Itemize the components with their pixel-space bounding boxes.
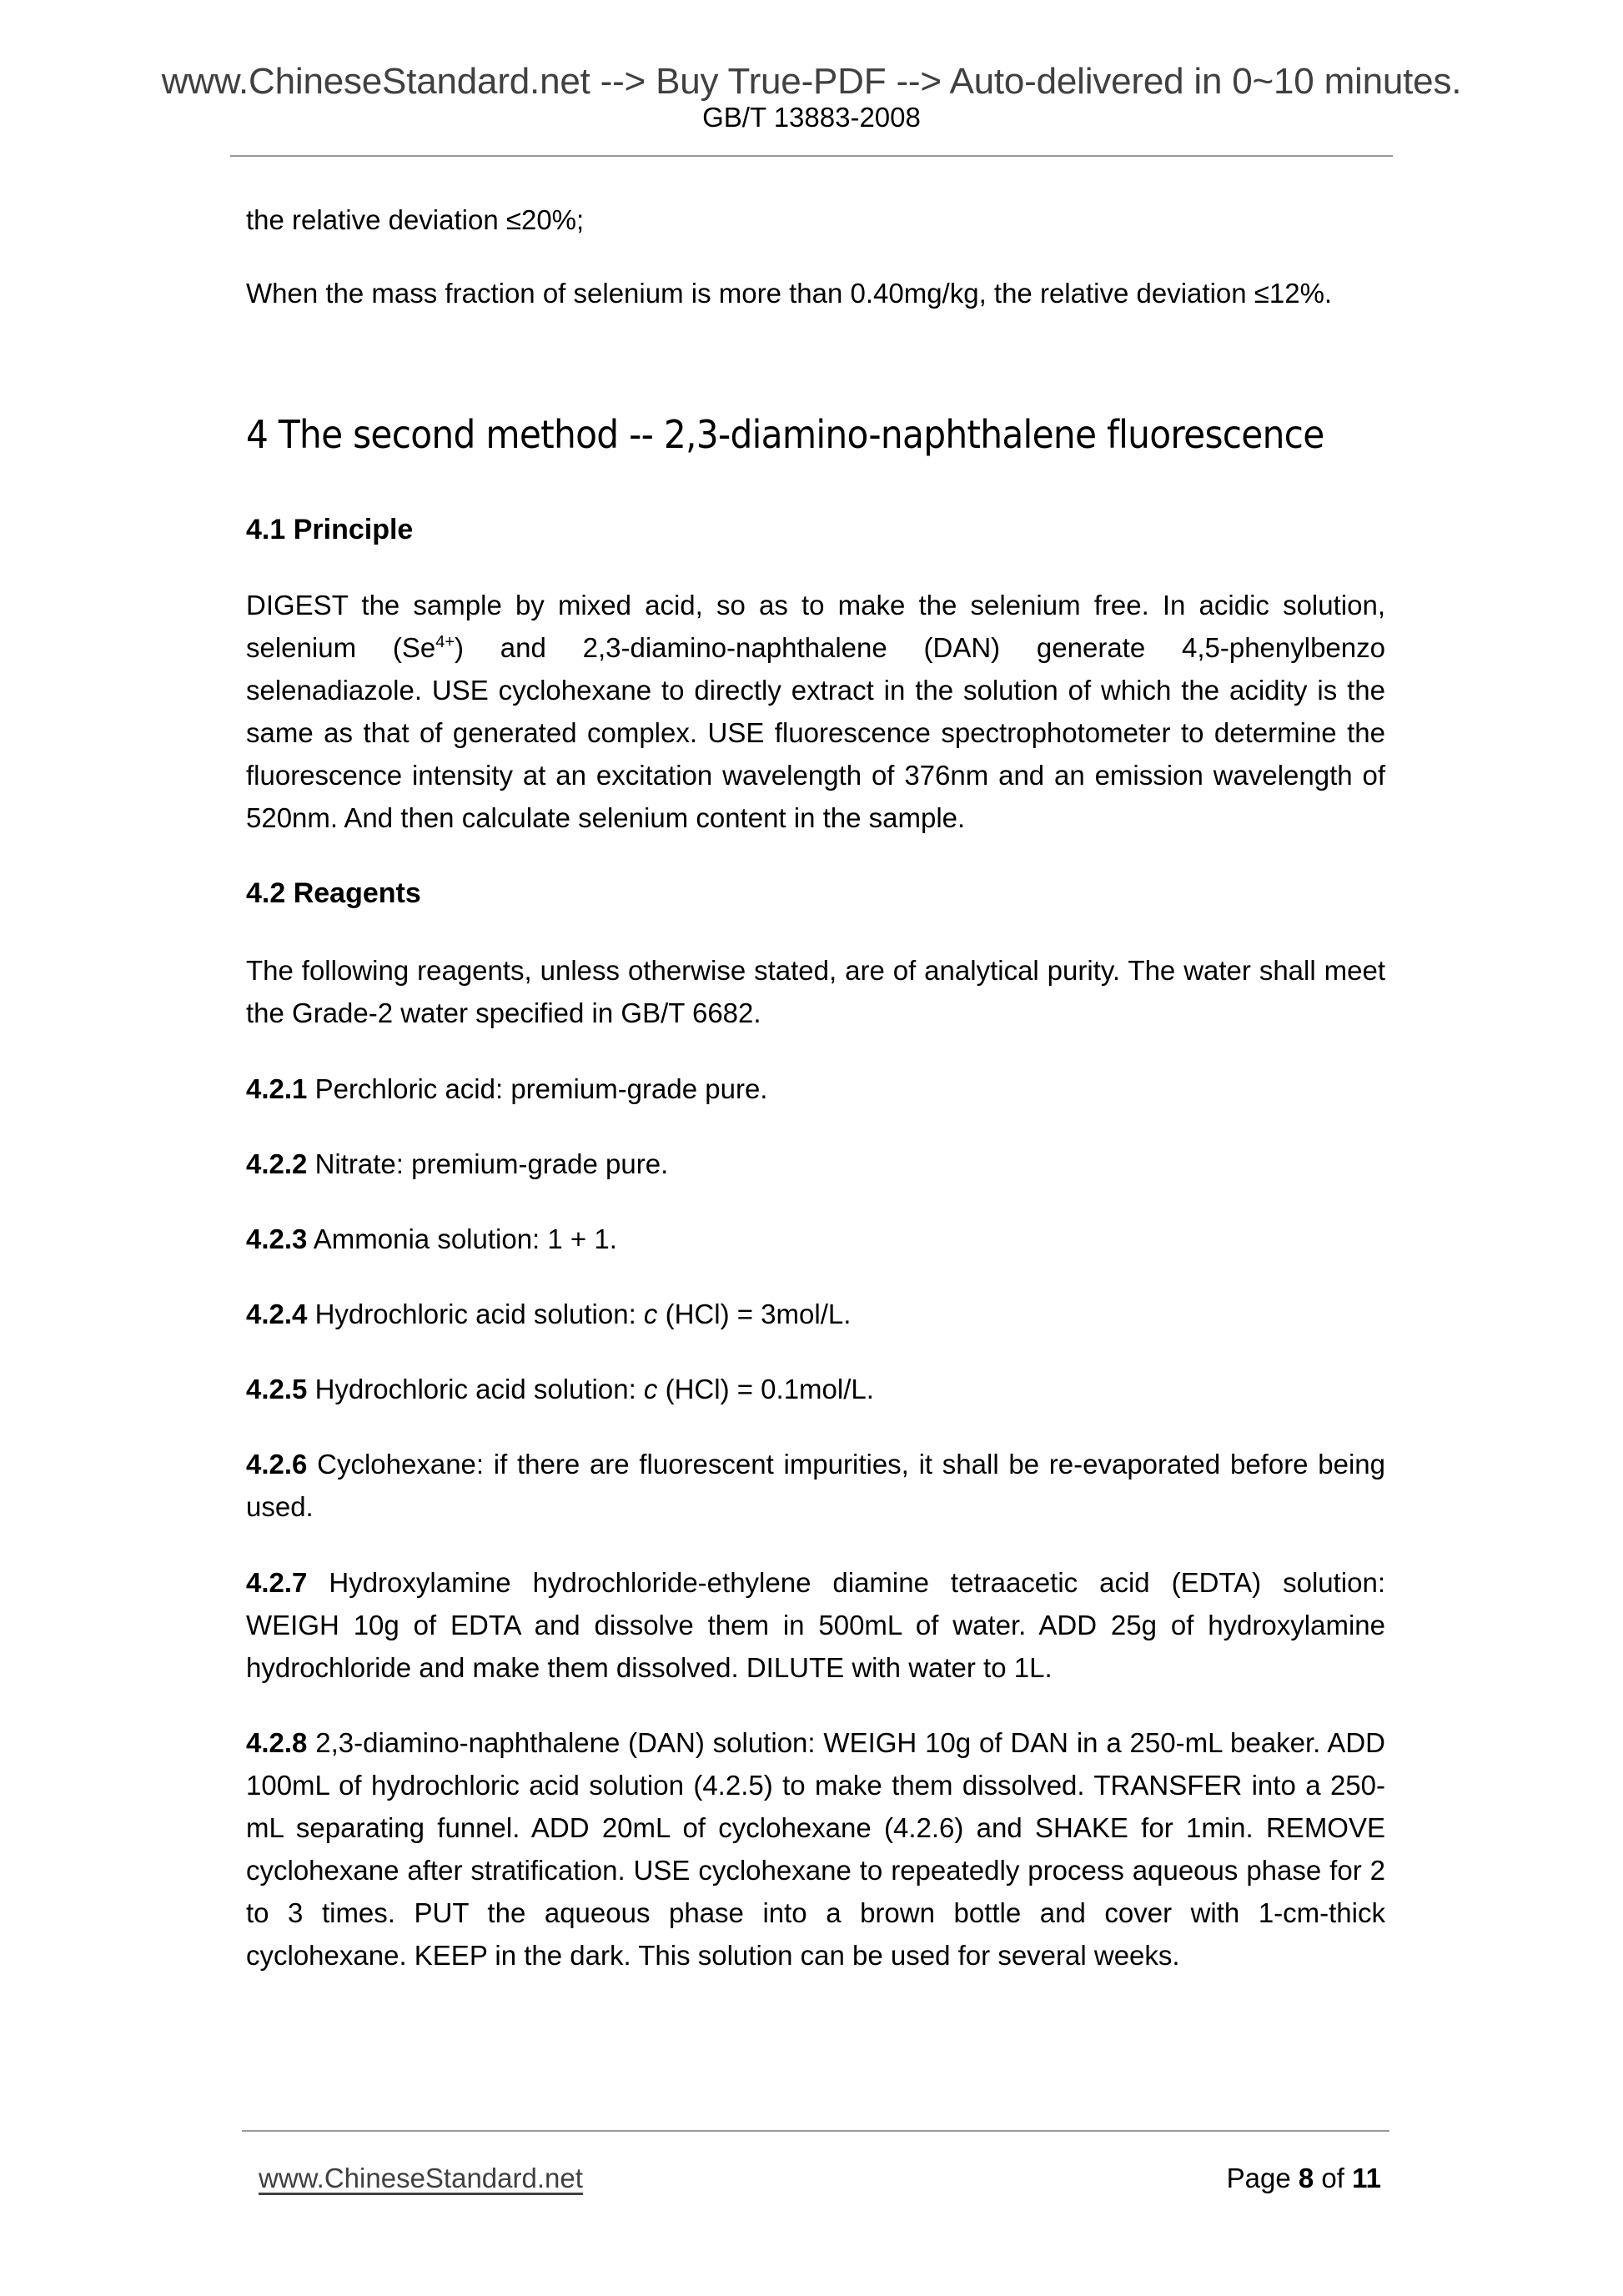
reagent-number: 4.2.1 [246, 1073, 308, 1104]
reagent-number: 4.2.3 [246, 1223, 308, 1254]
footer-website-link[interactable]: www.ChineseStandard.net [259, 2163, 583, 2193]
reagent-item [246, 1293, 1385, 1335]
reagent-text-post: (HCl) = 3mol/L. [657, 1299, 852, 1329]
reagent-number: 4.2.4 [246, 1299, 308, 1329]
reagent-text-pre: Hydrochloric acid solution: [314, 1299, 644, 1329]
reagent-text-pre: Hydrochloric acid solution: [314, 1374, 644, 1404]
section-4-1-heading: 4.1 Principle [246, 514, 414, 545]
principle-text-a: DIGEST the sample by mixed acid, so as to make the selenium free. In acidic solution, selenium (Se [246, 590, 1385, 663]
page-indicator [1227, 2163, 1381, 2194]
deviation-paragraph: When the mass fraction of selenium is more than 0.40mg/kg, the relative deviation ≤12%. [246, 278, 1333, 309]
reagent-text: Nitrate: premium-grade pure. [314, 1148, 669, 1179]
standard-number: GB/T 13883-2008 [702, 102, 921, 133]
reagent-text: Perchloric acid: premium-grade pure. [314, 1073, 768, 1104]
reagent-item [246, 1721, 1385, 1977]
reagent-number: 4.2.6 [246, 1449, 308, 1480]
reagent-number: 4.2.7 [246, 1567, 308, 1598]
principle-paragraph [246, 584, 1385, 839]
footer-divider [242, 2130, 1389, 2132]
page-of: of [1321, 2163, 1344, 2193]
page-total: 11 [1352, 2163, 1381, 2193]
reagent-number: 4.2.8 [246, 1727, 308, 1758]
reagent-item [246, 1368, 1385, 1410]
reagent-text-post: (HCl) = 0.1mol/L. [657, 1374, 874, 1404]
principle-text-b: ) and 2,3-diamino-naphthalene (DAN) generate 4,5-phenylbenzo selenadiazole. USE cyclohexane to directly extract in the solution of which the acidity is the same as that of generated complex. USE fluorescence spectrophotometer to determine the fluorescence intensity at an excitation wavelength of 376nm and an emission wavelength of 520nm. And then calculate selenium content in the sample. [246, 632, 1385, 833]
reagent-text: Hydroxylamine hydrochloride-ethylene diamine tetraacetic acid (EDTA) solution: WEIGH 10g of EDTA and dissolve them in 500mL of water. ADD 25g of hydroxylamine hydrochloride and make them dissolved. DILUTE with water to 1L. [246, 1567, 1385, 1683]
reagent-text: Cyclohexane: if there are fluorescent impurities, it shall be re-evaporated before being used. [246, 1449, 1385, 1522]
reagent-number: 4.2.5 [246, 1374, 308, 1404]
continued-text: the relative deviation ≤20%; [246, 204, 585, 235]
reagent-item [246, 1443, 1385, 1528]
concentration-symbol: c [643, 1299, 658, 1329]
header-banner: www.ChineseStandard.net --> Buy True-PDF --> Auto-delivered in 0~10 minutes. [161, 61, 1462, 102]
reagents-intro: The following reagents, unless otherwise stated, are of analytical purity. The water shall meet the Grade-2 water specified in GB/T 6682. [246, 955, 1385, 1028]
reagent-item [246, 1143, 1385, 1185]
section-4-title: 4 The second method -- 2,3-diamino-naphthalene fluorescence [246, 412, 1324, 457]
reagent-item [246, 1218, 1385, 1260]
reagent-text: 2,3-diamino-naphthalene (DAN) solution: WEIGH 10g of DAN in a 250-mL beaker. ADD 100mL of hydrochloric acid solution (4.2.5) to make them dissolved. TRANSFER into a 250-mL separating funnel. ADD 20mL of cyclohexane (4.2.6) and SHAKE for 1min. REMOVE cyclohexane after stratification. USE cyclohexane to repeatedly process aqueous phase for 2 to 3 times. PUT the aqueous phase into a brown bottle and cover with 1-cm-thick cyclohexane. KEEP in the dark. This solution can be used for several weeks. [246, 1727, 1385, 1971]
concentration-symbol: c [643, 1374, 658, 1404]
reagent-item [246, 1068, 1385, 1110]
reagent-text: Ammonia solution: 1 + 1. [313, 1223, 617, 1254]
reagent-item [246, 1561, 1385, 1689]
header-divider [230, 155, 1393, 157]
section-4-2-heading: 4.2 Reagents [246, 877, 421, 909]
page-current: 8 [1298, 2163, 1314, 2193]
page-label: Page [1226, 2163, 1291, 2193]
reagent-number: 4.2.2 [246, 1148, 308, 1179]
ion-charge: 4+ [435, 633, 455, 651]
